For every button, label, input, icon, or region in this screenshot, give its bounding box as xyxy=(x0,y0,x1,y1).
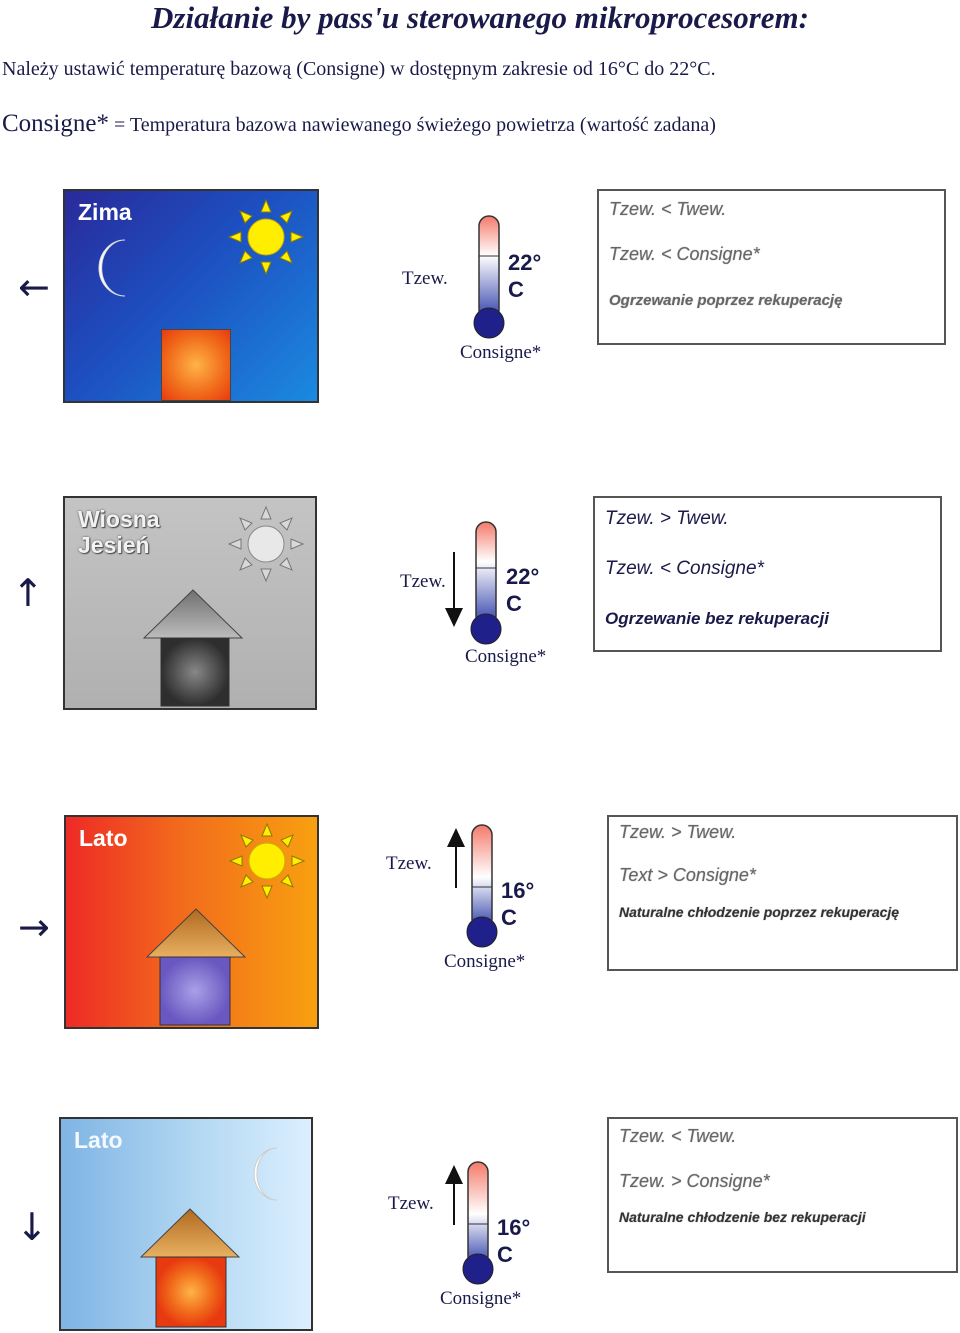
summer-night-info-box xyxy=(607,1117,958,1273)
sun-icon xyxy=(228,506,304,582)
info-line: Ogrzewanie poprzez rekuperację xyxy=(609,292,843,309)
spring-label: Wiosna xyxy=(78,506,160,532)
moon-icon xyxy=(91,236,141,301)
consigne-label: Consigne* xyxy=(465,646,547,667)
info-line: Tzew. < Consigne* xyxy=(609,244,760,264)
arrow-down-icon xyxy=(444,552,464,628)
summer-night-panel xyxy=(59,1117,313,1331)
info-line: Tzew. < Twew. xyxy=(619,1126,737,1146)
heat-square xyxy=(161,329,231,401)
sun-icon xyxy=(229,823,305,899)
info-line: Tzew. < Twew. xyxy=(609,199,727,219)
arrow-right-icon: → xyxy=(18,905,50,949)
temp-value: 16° C xyxy=(497,1215,531,1267)
info-line: Naturalne chłodzenie poprzez rekuperację xyxy=(619,904,900,920)
arrow-up-icon: ↑ xyxy=(12,571,44,615)
autumn-label: Jesień xyxy=(78,532,150,558)
winter-info-box xyxy=(597,189,946,345)
info-line: Tzew. < Consigne* xyxy=(605,558,764,579)
info-line: Naturalne chłodzenie bez rekuperacji xyxy=(619,1209,866,1225)
info-line: Text > Consigne* xyxy=(619,865,756,885)
tzew-label: Tzew. xyxy=(400,571,446,592)
summer-label: Lato xyxy=(74,1127,123,1153)
definition-text xyxy=(2,110,716,138)
winter-label: Zima xyxy=(78,199,132,225)
thermometer-icon xyxy=(470,214,508,340)
summer-label: Lato xyxy=(79,825,128,851)
definition-term: Consigne* xyxy=(2,110,109,137)
arrow-left-icon: ← xyxy=(18,265,50,309)
thermometer-icon xyxy=(459,1160,497,1286)
tzew-label: Tzew. xyxy=(388,1193,434,1214)
arrow-down-icon: ↓ xyxy=(16,1205,48,1249)
temp-value: 22° C xyxy=(506,564,540,616)
page-title: Działanie by pass'u sterowanego mikroprocesorem: xyxy=(151,0,809,35)
info-line: Tzew. > Twew. xyxy=(619,822,737,842)
info-line: Tzew. > Twew. xyxy=(605,508,729,529)
spring-info-box xyxy=(593,496,942,652)
definition-body: = Temperatura bazowa nawiewanego świeżego powietrza (wartość zadana) xyxy=(108,114,716,136)
house-icon xyxy=(139,1207,241,1329)
thermometer-icon xyxy=(467,520,505,646)
temp-value: 16° C xyxy=(501,878,535,930)
moon-icon xyxy=(247,1145,287,1203)
sun-icon xyxy=(228,199,304,275)
temp-value: 22° C xyxy=(508,250,542,302)
spring-autumn-panel xyxy=(63,496,317,710)
house-icon xyxy=(145,907,247,1027)
consigne-label: Consigne* xyxy=(440,1288,522,1309)
house-icon xyxy=(142,588,244,708)
intro-text: Należy ustawić temperaturę bazową (Consigne) w dostępnym zakresie od 16°C do 22°C. xyxy=(2,58,716,80)
info-line: Tzew. > Consigne* xyxy=(619,1171,770,1191)
winter-panel xyxy=(63,189,319,403)
summer-day-panel xyxy=(64,815,319,1029)
consigne-label: Consigne* xyxy=(444,951,526,972)
summer-day-info-box xyxy=(607,815,958,971)
tzew-label: Tzew. xyxy=(386,853,432,874)
thermometer-icon xyxy=(463,823,501,949)
info-line: Ogrzewanie bez rekuperacji xyxy=(605,609,829,628)
consigne-label: Consigne* xyxy=(460,342,542,363)
tzew-label: Tzew. xyxy=(402,268,448,289)
